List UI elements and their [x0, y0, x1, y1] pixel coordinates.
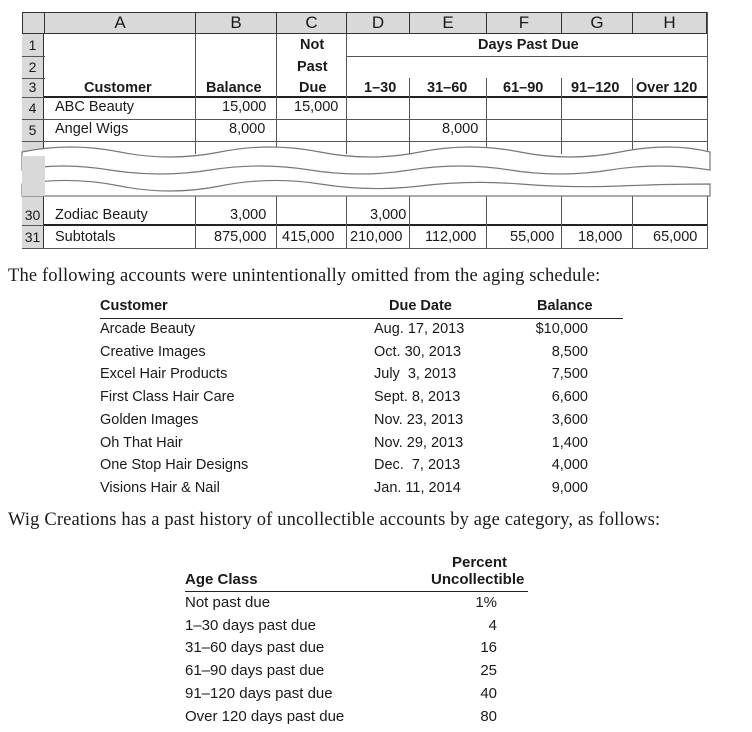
row31-not-past-due: 415,000	[282, 229, 335, 245]
omitted-row-balance: $10,000	[535, 321, 588, 337]
omitted-header-balance: Balance	[537, 298, 593, 314]
omitted-row-customer: Visions Hair & Nail	[100, 479, 220, 496]
omitted-row-due-date: Nov. 29, 2013	[374, 434, 464, 451]
row31-91-120: 18,000	[578, 229, 623, 245]
omitted-row-balance: 4,000	[551, 457, 588, 474]
omitted-row-customer: Excel Hair Products	[100, 366, 228, 383]
omitted-row-customer: One Stop Hair Designs	[100, 457, 249, 474]
grid-line	[22, 97, 45, 98]
omitted-row-due-date: Nov. 23, 2013	[374, 411, 464, 428]
omitted-row-balance: 1,400	[551, 434, 588, 451]
omitted-header-rule	[100, 318, 623, 319]
intro-omitted-paragraph: The following accounts were unintentionally omitted from the aging schedule:	[8, 266, 601, 286]
row4-balance: 15,000	[222, 99, 267, 115]
header-balance: Balance	[206, 80, 262, 96]
row31-1-30: 210,000	[350, 229, 403, 245]
grid-line	[346, 34, 347, 154]
column-header-a: A	[44, 12, 196, 34]
header-customer: Customer	[84, 80, 152, 96]
intro-history-paragraph: Wig Creations has a past history of uncollectible accounts by age category, as follows:	[8, 510, 661, 530]
header-over-120: Over 120	[636, 80, 698, 96]
omitted-row-balance: 6,600	[551, 389, 588, 406]
column-header-b: B	[195, 12, 277, 34]
grid-line	[22, 56, 45, 57]
header-61-90: 61–90	[503, 80, 544, 96]
header-31-60: 31–60	[427, 80, 468, 96]
row31-balance: 875,000	[214, 229, 267, 245]
omitted-row-due-date: Jan. 11, 2014	[374, 479, 461, 496]
history-header-percent-line2: Uncollectible	[431, 571, 525, 588]
history-row-percent: 25	[480, 662, 497, 680]
omitted-row-customer: Arcade Beauty	[100, 321, 196, 337]
omitted-row-due-date: July 3, 2013	[374, 366, 457, 383]
history-row-age-class: 61–90 days past due	[185, 662, 325, 680]
row31-over-120: 65,000	[653, 229, 698, 245]
row5-balance: 8,000	[229, 121, 266, 137]
history-row-percent: 40	[480, 684, 497, 702]
header-91-120: 91–120	[571, 80, 620, 96]
grid-line	[22, 225, 45, 226]
corner-cell	[22, 12, 45, 34]
history-row-age-class: 1–30 days past due	[185, 616, 316, 634]
grid-line	[44, 119, 708, 120]
row31-61-90: 55,000	[510, 229, 555, 245]
header-not: Not	[300, 37, 325, 53]
row-number-2: 2	[22, 56, 44, 78]
header-days-past-due: Days Past Due	[478, 37, 579, 53]
omitted-row-customer: Oh That Hair	[100, 434, 183, 451]
history-header-rule	[185, 591, 528, 592]
column-header-c: C	[276, 12, 347, 34]
row4-not-past-due: 15,000	[294, 99, 339, 115]
omitted-row-due-date: Dec. 7, 2013	[374, 457, 461, 474]
row30-balance: 3,000	[230, 207, 267, 223]
omitted-row-due-date: Aug. 17, 2013	[374, 321, 465, 337]
row-number-4: 4	[22, 97, 44, 119]
grid-line	[22, 119, 45, 120]
subtotal-line	[44, 224, 708, 226]
history-row-age-class: 31–60 days past due	[185, 639, 325, 657]
history-header-percent-line1: Percent	[452, 554, 508, 571]
row31-label: Subtotals	[55, 229, 116, 245]
omitted-row-customer: First Class Hair Care	[100, 389, 235, 406]
omitted-header-customer: Customer	[100, 298, 168, 314]
header-past: Past	[297, 59, 328, 75]
history-row-age-class: Not past due	[185, 594, 271, 611]
omitted-header-due-date: Due Date	[389, 298, 452, 314]
history-row-percent: 16	[480, 639, 497, 657]
row-number-5: 5	[22, 119, 44, 141]
grid-line	[22, 78, 45, 79]
header-due: Due	[299, 80, 327, 96]
history-row-percent: 1%	[475, 594, 497, 611]
omitted-row-customer: Creative Images	[100, 343, 206, 360]
omitted-row-due-date: Sept. 8, 2013	[374, 389, 461, 406]
grid-line	[707, 12, 708, 154]
row5-customer: Angel Wigs	[55, 121, 129, 137]
omitted-row-customer: Golden Images	[100, 411, 199, 428]
row-number-30: 30	[22, 203, 44, 225]
omitted-row-balance: 9,000	[551, 479, 588, 496]
row30-customer: Zodiac Beauty	[55, 207, 148, 223]
row-number-3: 3	[22, 78, 44, 97]
column-header-g: G	[561, 12, 633, 34]
grid-line	[195, 34, 196, 154]
grid-line	[22, 248, 708, 249]
aging-schedule-spreadsheet	[0, 0, 752, 260]
history-row-percent: 4	[488, 616, 497, 634]
grid-line	[276, 34, 277, 154]
row-number-31: 31	[22, 225, 44, 248]
column-header-e: E	[409, 12, 487, 34]
row-number-1: 1	[22, 34, 44, 56]
omitted-row-balance: 7,500	[551, 366, 588, 383]
column-header-d: D	[346, 12, 410, 34]
row5-31-60: 8,000	[442, 121, 479, 137]
omitted-row-balance: 3,600	[551, 411, 588, 428]
history-row-age-class: Over 120 days past due	[185, 707, 345, 725]
column-header-f: F	[486, 12, 562, 34]
row31-31-60: 112,000	[425, 229, 477, 245]
row4-customer: ABC Beauty	[55, 99, 134, 115]
history-row-age-class: 91–120 days past due	[185, 684, 333, 702]
omitted-row-balance: 8,500	[551, 343, 588, 360]
omitted-row-due-date: Oct. 30, 2013	[374, 343, 462, 360]
row30-1-30: 3,000	[370, 207, 407, 223]
header-1-30: 1–30	[364, 80, 397, 96]
torn-break	[0, 140, 752, 210]
column-header-h: H	[632, 12, 707, 34]
days-past-due-underline	[346, 56, 707, 57]
history-row-percent: 80	[480, 707, 497, 725]
history-header-age-class: Age Class	[185, 571, 258, 588]
